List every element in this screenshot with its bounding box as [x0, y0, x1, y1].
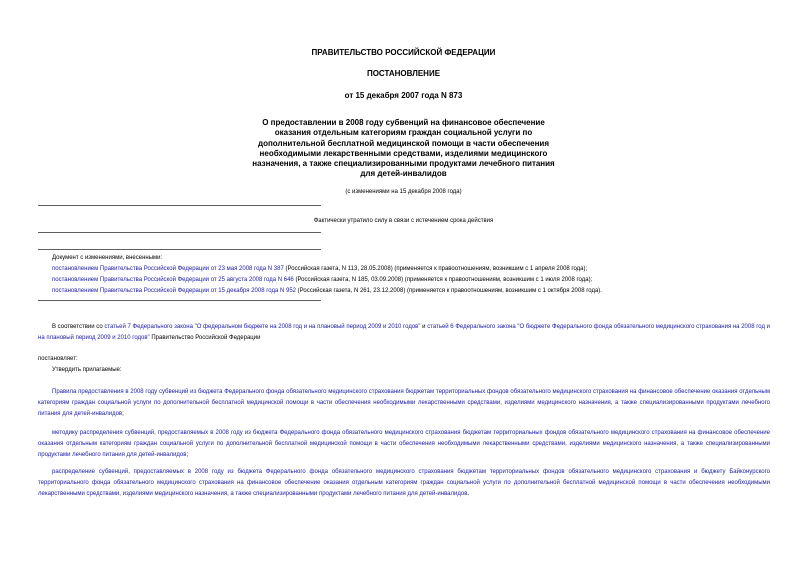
- amendment-link[interactable]: постановлением Правительства Российской Федерации от 23 мая 2008 года N 387: [52, 266, 284, 272]
- preamble-text: В соответствии со: [52, 324, 105, 330]
- changes-note: (с изменениями на 15 декабря 2008 года): [345, 189, 462, 195]
- government-heading: ПРАВИТЕЛЬСТВО РОССИЙСКОЙ ФЕДЕРАЦИИ: [311, 48, 496, 57]
- preamble-text: и: [420, 324, 428, 330]
- document-date-number: от 15 декабря 2007 года N 873: [344, 91, 463, 100]
- rules-paragraph: [38, 387, 770, 420]
- document-type-heading: ПОСТАНОВЛЕНИЕ: [366, 69, 441, 78]
- amendment-item: [52, 286, 772, 297]
- methodology-paragraph: [38, 428, 770, 461]
- amendments-intro: Документ с изменениями, внесенными:: [52, 255, 163, 261]
- divider: [38, 300, 321, 301]
- amendments-list: [52, 253, 772, 297]
- approve-text: Утвердить прилагаемые:: [52, 367, 122, 373]
- ffoms-budget-law-link[interactable]: статьей 6 Федерального закона "О бюджете Федерального фонда обязательного медицинского страхования на 2008 год и на плановый период 2009 и 2010 годов": [38, 324, 771, 341]
- rules-link[interactable]: Правила предоставления в 2008 году субвенций из бюджета Федерального фонда обязательного медицинского страхования бюджетам территориальных фондов обязательного медицинского страхования на финансовое обеспечение оказания отдельным категориям граждан социальной услуги по дополнительной бесплатной медицинской помощи в части обеспечения необходимыми лекарственными средствами, изделиями медицинского назначения, а также специализированными продуктами лечебного питания для детей-инвалидов: [38, 389, 770, 417]
- document-title: О предоставлении в 2008 году субвенций на финансовое обеспечение оказания отдельным категориям граждан социальной услуги по дополнительной бесплатной медицинской помощи в части обеспечения необходимыми лекарственными средствами, изделиями медицинского назначения, а также специализированными продуктами лечебного питания для детей-инвалидов: [252, 118, 555, 179]
- paragraph-end: ;: [122, 411, 124, 417]
- distribution-link[interactable]: распределение субвенций, предоставляемых в 2008 году из бюджета Федерального фонда обязательного медицинского страхования бюджетам территориальных фондов обязательного медицинского страхования и бюджету Байконурского территориального фонда обязательного медицинского страхования на финансовое обеспечение оказания отдельным категориям граждан социальной услуги по дополнительной бесплатной медицинской помощи в части обеспечения необходимыми лекарственными средствами, изделиями медицинского назначения, а также специализированными продуктами лечебного питания для детей-инвалидов: [38, 469, 770, 497]
- divider: [38, 205, 321, 206]
- preamble-paragraph: [38, 322, 770, 344]
- distribution-paragraph: [38, 467, 770, 500]
- amendment-source: (Российская газета, N 261, 23.12.2008) (применяется к правоотношениям, возникшим с 1 октября 2008 года).: [296, 288, 602, 294]
- amendment-source: (Российская газета, N 113, 28.05.2008) (применяется к правоотношениям, возникшим с 1 апреля 2008 года);: [283, 266, 588, 272]
- divider: [38, 249, 321, 250]
- amendment-link[interactable]: постановлением Правительства Российской Федерации от 25 августа 2008 года N 646: [52, 277, 294, 283]
- paragraph-end: .: [467, 491, 470, 497]
- paragraph-end: ;: [186, 452, 189, 458]
- federal-law-link[interactable]: статьей 7 Федерального закона "О федеральном бюджете на 2008 год и на плановый период 2009 и 2010 годов": [104, 324, 421, 330]
- amendment-item: [52, 275, 772, 286]
- amendment-item: [52, 264, 772, 275]
- preamble-text: Правительство Российской Федерации: [149, 335, 261, 341]
- divider: [38, 232, 321, 233]
- resolves-text: постановляет:: [38, 356, 78, 362]
- amendment-link[interactable]: постановлением Правительства Российской Федерации от 15 декабря 2008 года N 952: [52, 288, 296, 294]
- methodology-link[interactable]: методику распределения субвенций, предоставляемых в 2008 году из бюджета Федерального фонда обязательного медицинского страхования бюджетам территориальных фондов обязательного медицинского страхования на финансовое обеспечение оказания отдельным категориям граждан социальной услуги по дополнительной бесплатной медицинской помощи в части обеспечения необходимыми лекарственными средствами, изделиями медицинского назначения, а также специализированными продуктами лечебного питания для детей-инвалидов: [38, 430, 770, 458]
- status-note: Фактически утратило силу в связи с истечением срока действия: [313, 218, 494, 224]
- amendment-source: (Российская газета, N 185, 03.09.2008) (применяется к правоотношениям, возникшим с 1 июля 2008 года);: [293, 277, 593, 283]
